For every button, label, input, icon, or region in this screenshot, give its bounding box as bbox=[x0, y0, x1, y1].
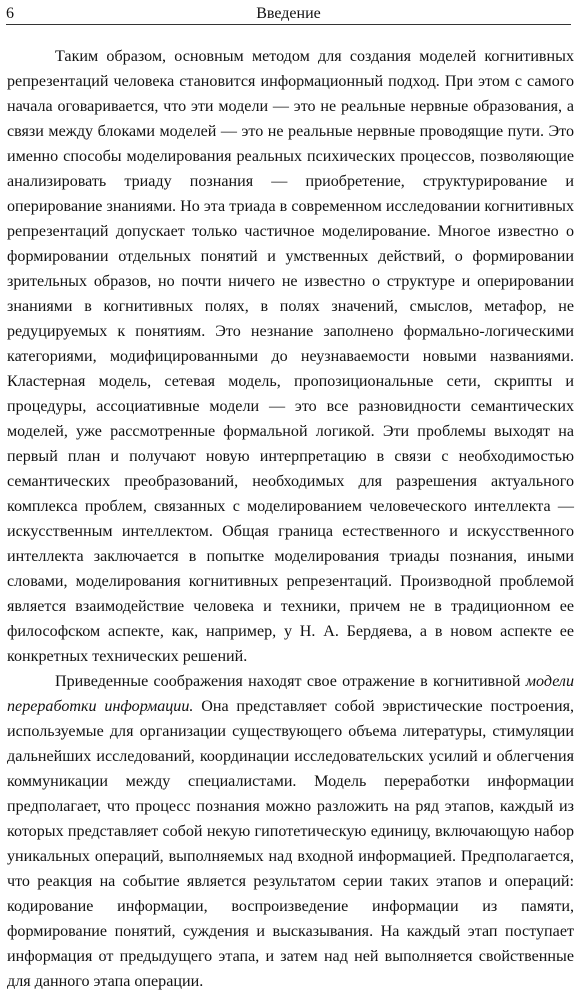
running-title: Введение bbox=[256, 5, 321, 22]
paragraph-1: Таким образом, основным методом для создания моделей когнитивных репрезентаций человека становится информационный подход. При этом с самого начала оговаривается, что эти модели — это не реальные нервные образования, а связи между блоками моделей — это не реальные нервные проводящие пути. Это именно способы моделирования реальных психических процессов, позволяющие анализировать триаду познания — приобретение, структурирование и оперирование знаниями. Но эта триада в современном исследовании когнитивных репрезентаций допускает только частичное моделирование. Многое известно о формировании отдельных понятий и умственных действий, о формировании зрительных образов, но почти ничего не известно о структуре и оперировании знаниями в когнитивных полях, в полях значений, смыслов, метафор, не редуцируемых к понятиям. Это незнание заполнено формально-логическими категориями, модифицированными до неузнаваемости новыми названиями. Кластерная модель, сетевая модель, пропозициональные сети, скрипты и процедуры, ассоциативные модели — это все разновидности семантических моделей, уже рассмотренные формальной логикой. Эти проблемы выходят на первый план и получают новую интерпретацию в связи с необходимостью семантических преобразований, необходимых для разрешения актуального комплекса проблем, связанных с моделированием человеческого интеллекта — искусственным интеллектом. Общая граница естественного и искусственного интеллекта заключается в попытке моделирования триады познания, иными словами, моделирования когнитивных репрезентаций. Производной проблемой является взаимодействие человека и техники, причем не в традиционном ее философском аспекте, как, например, у Н. А. Бердяева, а в новом аспекте ее конкретных технических решений. bbox=[7, 48, 574, 665]
body-text bbox=[7, 44, 574, 994]
paragraph-2-emphasis: модели переработки информации. bbox=[7, 673, 574, 715]
paragraph-2-lead: Приведенные соображения находят свое отражение в когнитивной bbox=[55, 673, 526, 690]
page-header bbox=[6, 2, 571, 25]
page-number: 6 bbox=[6, 5, 14, 22]
paragraph-2-rest: Она представляет собой эвристические построения, используемые для организации существующего объема литературы, стимуляции дальнейших исследований, координации исследовательских усилий и облегчения коммуникации между специалистами. Модель переработки информации предполагает, что процесс познания можно разложить на ряд этапов, каждый из которых представляет собой некую гипотетическую единицу, включающую набор уникальных операций, выполняемых над входной информацией. Предполагается, что реакция на событие является результатом серии таких этапов и операций: кодирование информации, воспроизведение информации из памяти, формирование понятий, суждения и высказывания. На каждый этап поступает информация от предыдущего этапа, и затем над ней выполняется свойственные для данного этапа операции. bbox=[7, 698, 574, 990]
paragraph-2 bbox=[7, 669, 574, 994]
